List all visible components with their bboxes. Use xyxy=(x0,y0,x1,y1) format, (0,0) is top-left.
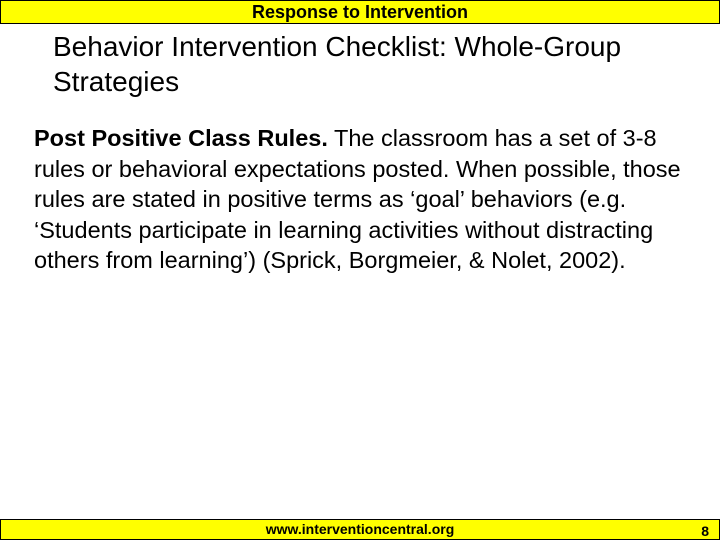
page-number: 8 xyxy=(701,523,709,539)
body-text: The classroom has a set of 3-8 rules or behavioral expectations posted. When possible, those rules are stated in positive terms as ‘goal’ behaviors (e.g. ‘Students participate in learning activities without distracting others from learning’) (Sprick, Borgmeier, & Nolet, 2002). xyxy=(34,125,681,273)
header-banner-text: Response to Intervention xyxy=(251,2,469,22)
footer-bar xyxy=(0,519,720,540)
header-banner xyxy=(0,0,720,24)
footer-url: www.interventioncentral.org xyxy=(265,521,455,537)
body-lead: Post Positive Class Rules. xyxy=(34,125,328,151)
slide-title: Behavior Intervention Checklist: Whole-Group Strategies xyxy=(53,31,622,97)
body-paragraph xyxy=(34,123,704,276)
